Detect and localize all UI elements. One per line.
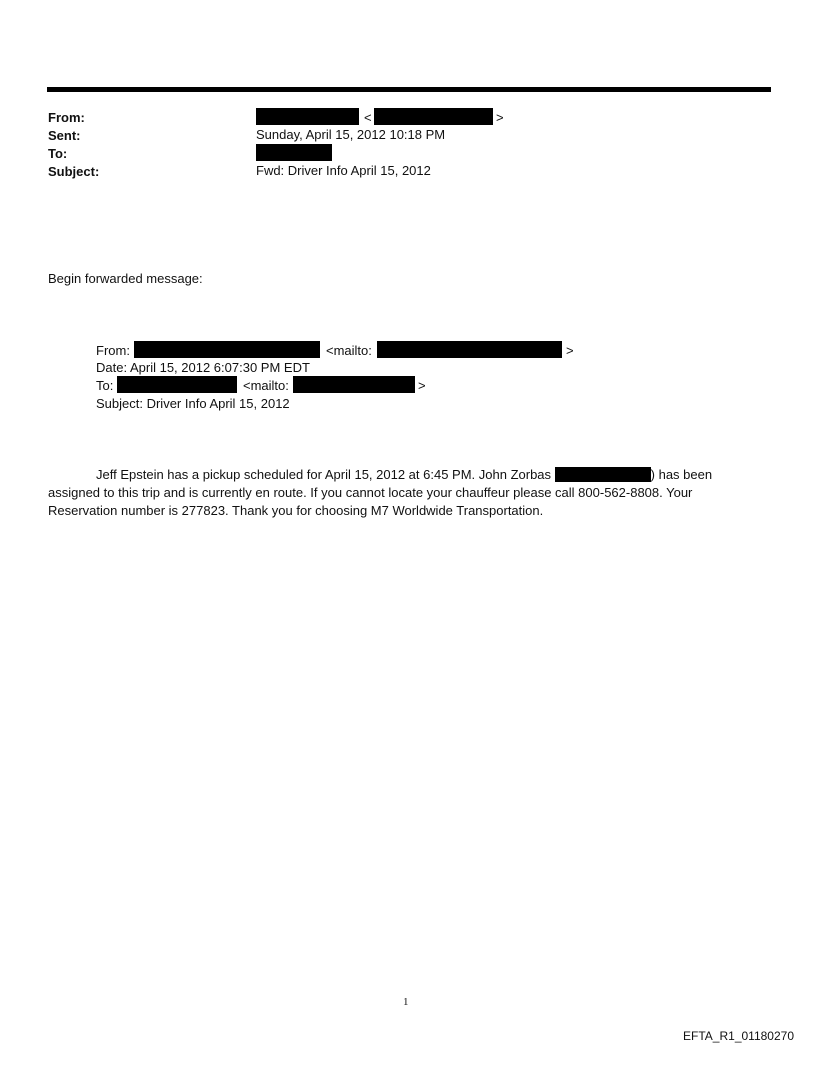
bates-number: EFTA_R1_01180270 — [683, 1029, 794, 1043]
fwd-from-label: From: — [96, 343, 130, 358]
fwd-to-mailto: <mailto: — [243, 378, 289, 393]
from-email-redaction — [374, 108, 493, 125]
fwd-from-mailto: <mailto: — [326, 343, 372, 358]
subject-value: Fwd: Driver Info April 15, 2012 — [256, 163, 431, 178]
fwd-from-email-redaction — [377, 341, 562, 358]
fwd-to-email-redaction — [293, 376, 415, 393]
body-line-2: assigned to this trip and is currently en route. If you cannot locate your chauffeur please call 800-562-8808. Your — [48, 485, 693, 500]
body-line-3: Reservation number is 277823. Thank you for choosing M7 Worldwide Transportation. — [48, 503, 544, 518]
fwd-to-close: > — [418, 378, 426, 393]
body-line-1-tail: ) has been — [650, 467, 713, 482]
sent-label: Sent: — [48, 128, 81, 143]
to-label: To: — [48, 146, 68, 161]
page-number: 1 — [403, 996, 409, 1008]
from-close-bracket: > — [496, 110, 504, 125]
to-redaction — [256, 144, 332, 161]
phone-redaction — [555, 467, 651, 482]
message-body — [48, 466, 728, 520]
from-name-redaction — [256, 108, 359, 125]
body-line-1-text: Jeff Epstein has a pickup scheduled for April 15, 2012 at 6:45 PM. John Zorbas — [96, 467, 555, 482]
header-rule — [47, 87, 771, 92]
body-line-1 — [48, 466, 728, 484]
sent-value: Sunday, April 15, 2012 10:18 PM — [256, 127, 446, 142]
from-open-bracket: < — [364, 110, 372, 125]
fwd-to-name-redaction — [117, 376, 237, 393]
subject-label: Subject: — [48, 164, 100, 179]
fwd-subject-line: Subject: Driver Info April 15, 2012 — [96, 396, 290, 411]
fwd-from-close: > — [566, 343, 574, 358]
forward-intro: Begin forwarded message: — [48, 271, 203, 286]
fwd-to-label: To: — [96, 378, 114, 393]
fwd-date-line: Date: April 15, 2012 6:07:30 PM EDT — [96, 360, 310, 375]
fwd-from-name-redaction — [134, 341, 320, 358]
from-label: From: — [48, 110, 85, 125]
